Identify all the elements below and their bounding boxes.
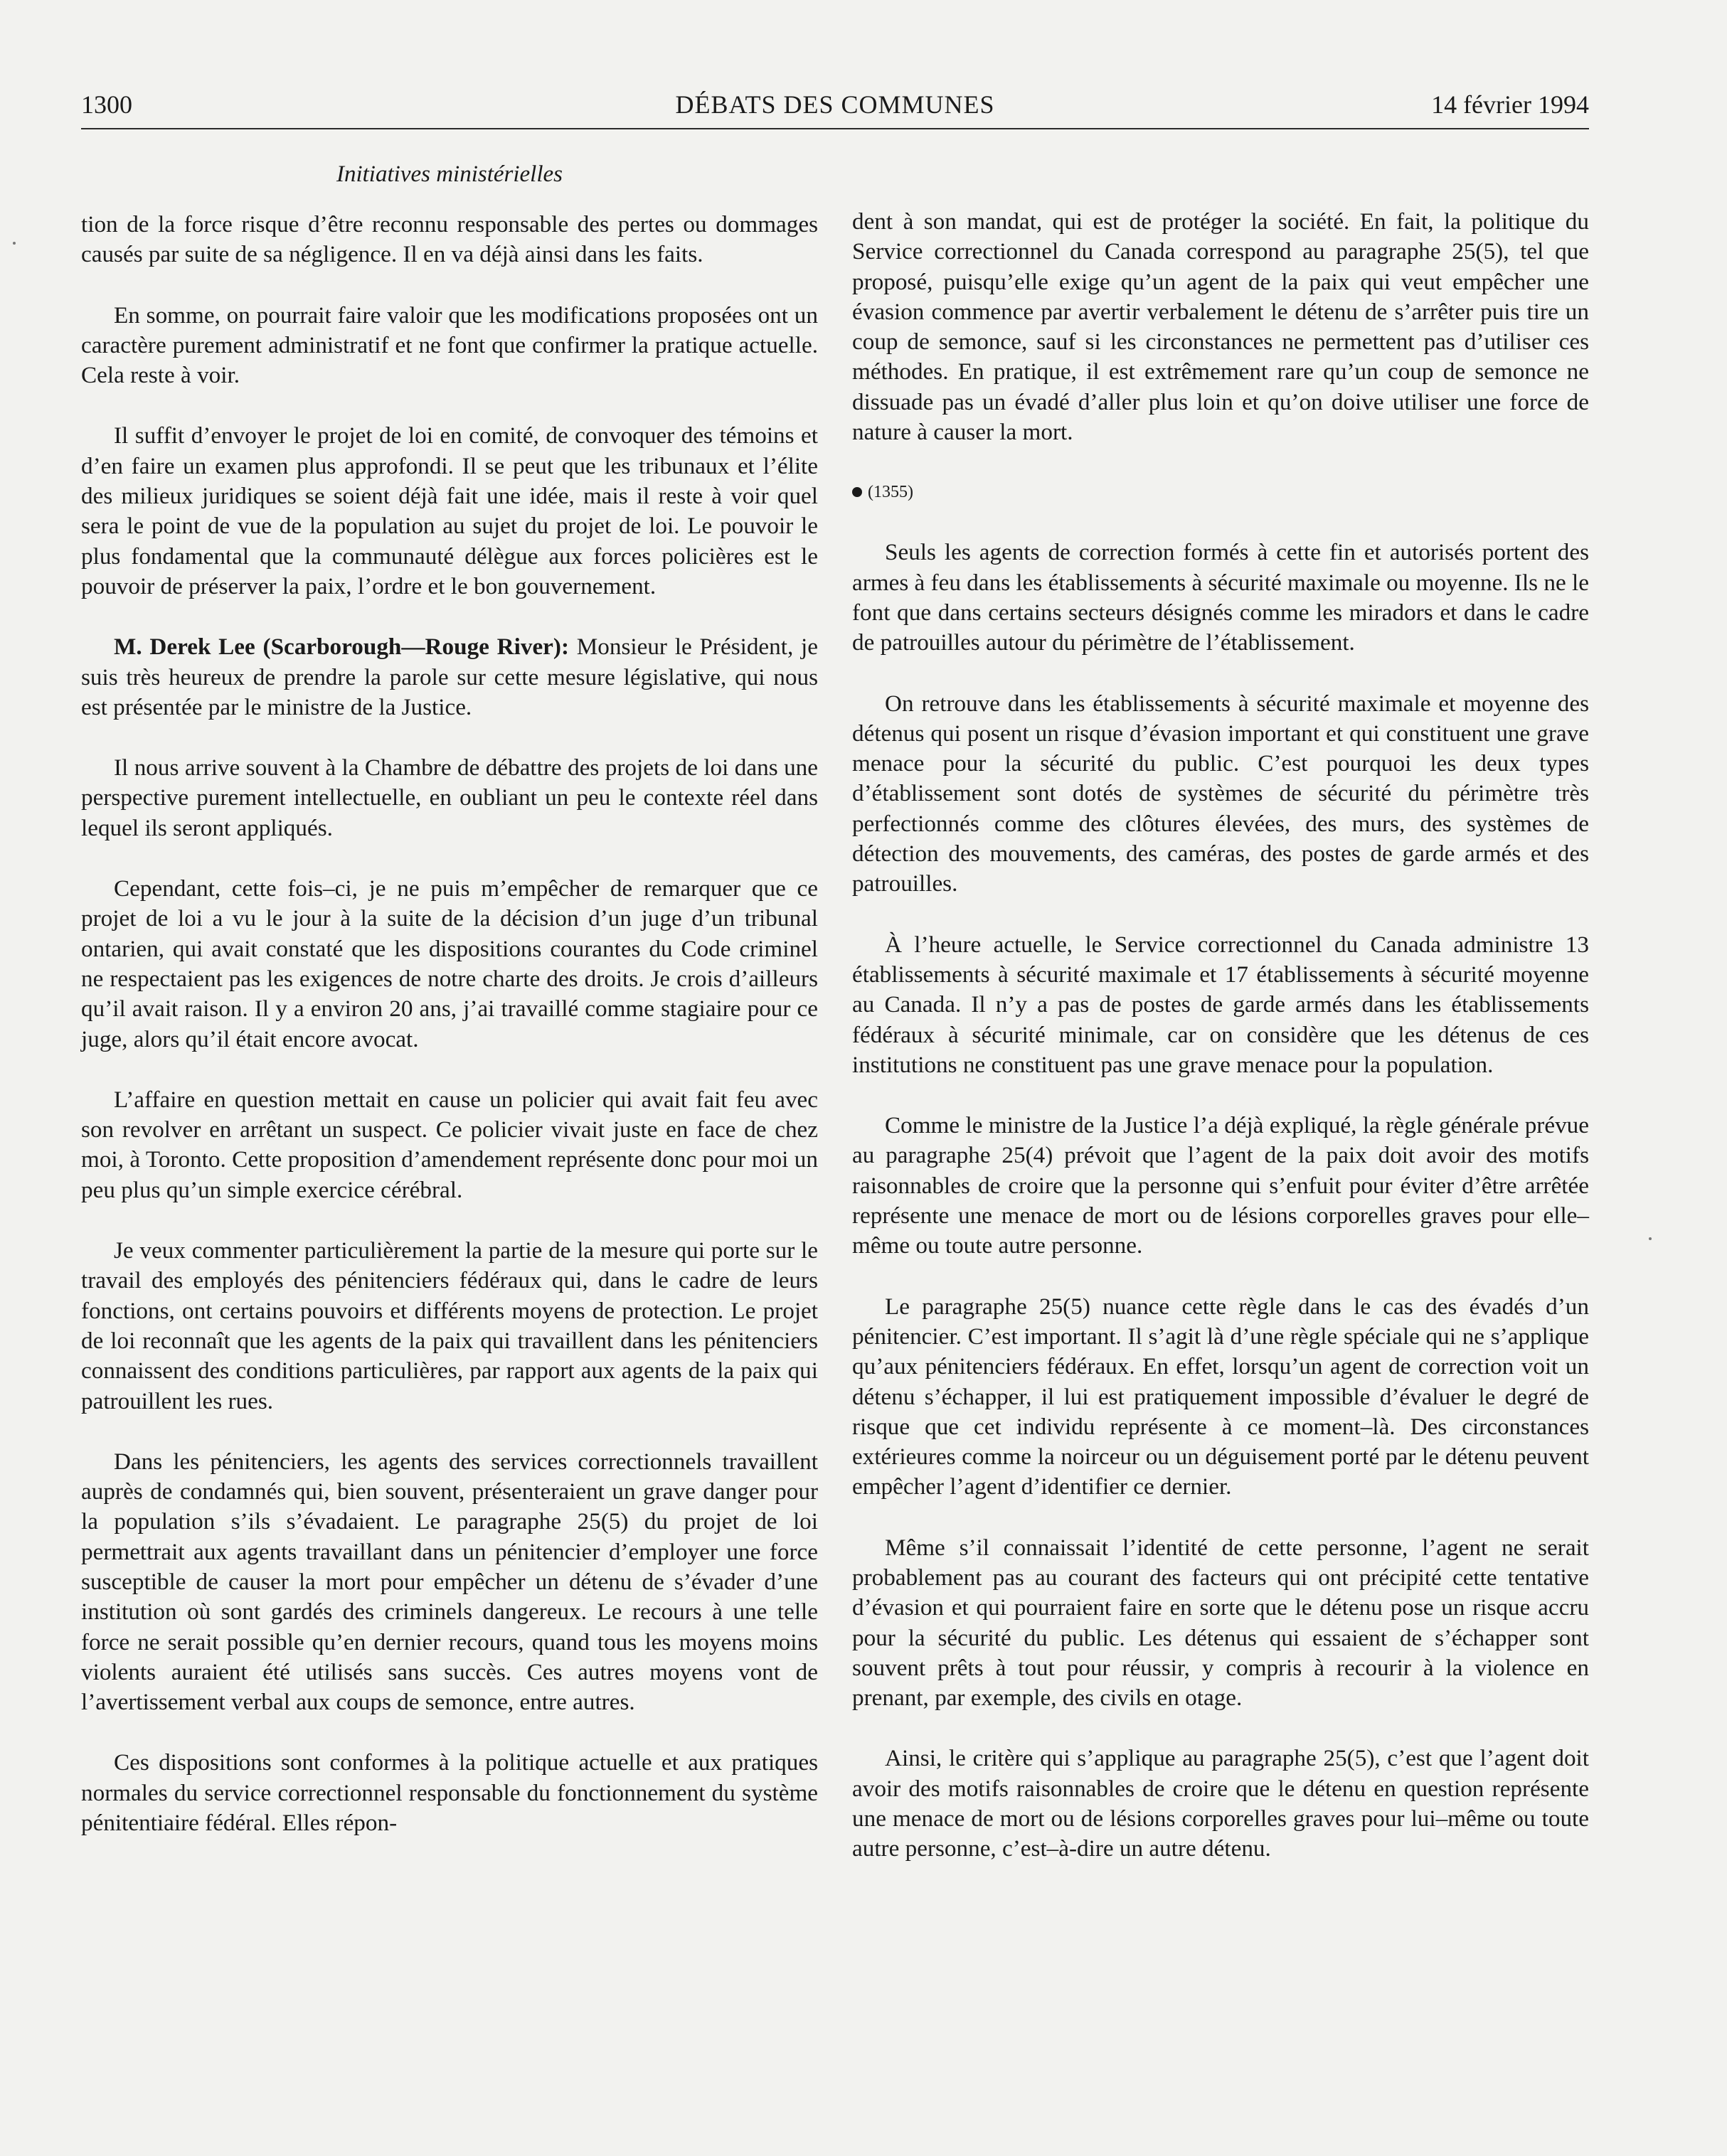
time-marker xyxy=(852,478,1589,506)
time-marker-label: (1355) xyxy=(868,483,913,502)
paragraph: Dans les pénitenciers, les agents des services correctionnels travaillent auprès de condamnés qui, bien souvent, présenteraient un grave danger pour la population s’ils s’évadaient. Le paragraphe 25(5) du projet de loi permettrait aux agents travaillant dans un pénitencier d’employer une force susceptible de causer la mort pour empêcher un détenu de s’évader d’une institution où sont gardés des criminels dangereux. Le recours à une telle force ne serait possible qu’en dernier recours, quand tous les moyens moins violents auraient été utilisés sans succès. Ces autres moyens vont de l’avertissement verbal aux coups de semonce, entre autres. xyxy=(81,1448,818,1716)
running-header xyxy=(81,84,1589,128)
journal-title: DÉBATS DES COMMUNES xyxy=(675,90,995,119)
paragraph: Ces dispositions sont conformes à la politique actuelle et aux pratiques normales du service correctionnel responsable du fonctionnement du système pénitentiaire fédéral. Elles répon- xyxy=(81,1749,818,1837)
speech-text: Monsieur le Président, je suis très heureux de prendre la parole sur cette mesure législative, qui nous est présentée par le ministre de la Justice. xyxy=(81,634,818,720)
paragraph: Le paragraphe 25(5) nuance cette règle dans le cas des évadés d’un pénitencier. C’est important. Il s’agit là d’une règle spéciale qui ne s’applique qu’aux pénitenciers fédéraux. En effet, lorsqu’un agent de correction voit un détenu s’échapper, il lui est pratiquement impossible d’évaluer le degré de risque que cet individu représente à ce moment–là. Des circonstances extérieures comme la noirceur ou un déguisement porté par le détenu peuvent empêcher l’agent d’identifier ce dernier. xyxy=(852,1293,1589,1500)
paragraph: À l’heure actuelle, le Service correctionnel du Canada administre 13 établissements à sécurité maximale et 17 établissements à sécurité moyenne au Canada. Il n’y a pas de postes de garde armés dans les établissements fédéraux à sécurité minimale, car on considère que les détenus de ces institutions ne constituent pas une grave menace pour la population. xyxy=(852,931,1589,1078)
scan-speck xyxy=(1649,1237,1652,1240)
speaker-name: M. Derek Lee (Scarborough—Rouge River): xyxy=(114,634,570,661)
paragraph: Même s’il connaissait l’identité de cette personne, l’agent ne serait probablement pas au courant des facteurs qui ont précipité cette tentative d’évasion et qui pourraient faire en sorte que le détenu pose un risque accru pour la sécurité du public. Les détenus qui essaient de s’échapper sont souvent prêts à tout pour réussir, y compris à recourir à la violence en prenant, par exemple, des civils en otage. xyxy=(852,1534,1589,1712)
paragraph: dent à son mandat, qui est de protéger la société. En fait, la politique du Service correctionnel du Canada correspond au paragraphe 25(5), tel que proposé, puisqu’elle exige qu’un agent de la paix qui veut empêcher une évasion commence par avertir verbalement le détenu de s’arrêter puis tire un coup de semonce, sauf si les circonstances ne permettent pas d’utiliser ces méthodes. En pratique, il est extrêmement rare qu’un coup de semonce ne dissuade pas un évadé d’aller plus loin et qu’on doive utiliser une force de nature à causer la mort. xyxy=(852,208,1589,446)
paragraph: Cependant, cette fois–ci, je ne puis m’empêcher de remarquer que ce projet de loi a vu le jour à la suite de la décision d’un juge d’un tribunal ontarien, qui avait constaté que les dispositions courantes du Code criminel ne respectaient pas les exigences de notre charte des droits. Je crois d’ailleurs qu’il avait raison. Il y a environ 20 ans, j’ai travaillé comme stagiaire pour ce juge, alors qu’il était encore avocat. xyxy=(81,875,818,1052)
header-divider xyxy=(81,128,1589,129)
scan-speck xyxy=(13,242,16,245)
right-column xyxy=(852,207,1589,1895)
left-column xyxy=(81,210,818,1869)
paragraph: L’affaire en question mettait en cause un policier qui avait fait feu avec son revolver en arrêtant un suspect. Ce policier vivait juste en face de chez moi, à Toronto. Cette proposition d’amendement représente donc pour moi un peu plus qu’un simple exercice cérébral. xyxy=(81,1086,818,1203)
paragraph: Seuls les agents de correction formés à cette fin et autorisés portent des armes à feu dans les établissements à sécurité maximale ou moyenne. Ils ne le font que dans certains secteurs désignés comme les miradors et dans le cadre de patrouilles autour du périmètre de l’établissement. xyxy=(852,539,1589,656)
paragraph: On retrouve dans les établissements à sécurité maximale et moyenne des détenus qui posent un risque d’évasion important et qui constituent une grave menace pour la sécurité du public. C’est pourquoi les deux types d’établissement sont dotés de systèmes de sécurité du périmètre très perfectionnés comme des clôtures élevées, des murs, des systèmes de détection des mouvements, des caméras, des postes de garde armés et des patrouilles. xyxy=(852,690,1589,897)
paragraph: Ainsi, le critère qui s’applique au paragraphe 25(5), c’est que l’agent doit avoir des motifs raisonnables de croire que le détenu en question représente une menace de mort ou de lésions corporelles graves pour lui–même ou toute autre personne, c’est–à-dire un autre détenu. xyxy=(852,1745,1589,1862)
paragraph: tion de la force risque d’être reconnu responsable des pertes ou dommages causés par suite de sa négligence. Il en va déjà ainsi dans les faits. xyxy=(81,211,818,268)
paragraph: Je veux commenter particulièrement la partie de la mesure qui porte sur le travail des employés des pénitenciers fédéraux qui, dans le cadre de leurs fonctions, ont certains pouvoirs et différents moyens de protection. Le projet de loi reconnaît que les agents de la paix qui travaillent dans les pénitenciers connaissent des conditions particulières, par rapport aux agents de la paix qui patrouillent les rues. xyxy=(81,1237,818,1414)
paragraph: En somme, on pourrait faire valoir que les modifications proposées ont un caractère purement administratif et ne font que confirmer la pratique actuelle. Cela reste à voir. xyxy=(81,301,818,389)
bullet-icon xyxy=(852,487,862,497)
section-heading: Initiatives ministérielles xyxy=(336,161,563,187)
paragraph: Il suffit d’envoyer le projet de loi en comité, de convoquer des témoins et d’en faire un examen plus approfondi. Il se peut que les tribunaux et l’élite des milieux juridiques se soient déjà fait une idée, mais il reste à voir quel sera le point de vue de la population au sujet du projet de loi. Le pouvoir le plus fondamental que la communauté délègue aux forces policières est le pouvoir de préserver la paix, l’ordre et le bon gouvernement. xyxy=(81,422,818,599)
paragraph: Il nous arrive souvent à la Chambre de débattre des projets de loi dans une perspective purement intellectuelle, en oubliant un peu le contexte réel dans lequel ils seront appliqués. xyxy=(81,754,818,841)
paragraph: Comme le ministre de la Justice l’a déjà expliqué, la règle générale prévue au paragraphe 25(4) prévoit que l’agent de la paix doit avoir des motifs raisonnables de croire que la personne qui s’enfuit pour éviter d’être arrêtée représente une menace de mort ou de lésions corporelles graves pour elle–même ou toute autre personne. xyxy=(852,1112,1589,1259)
page-number: 1300 xyxy=(81,90,132,119)
issue-date: 14 février 1994 xyxy=(1431,90,1589,119)
speaker-paragraph xyxy=(81,632,818,722)
